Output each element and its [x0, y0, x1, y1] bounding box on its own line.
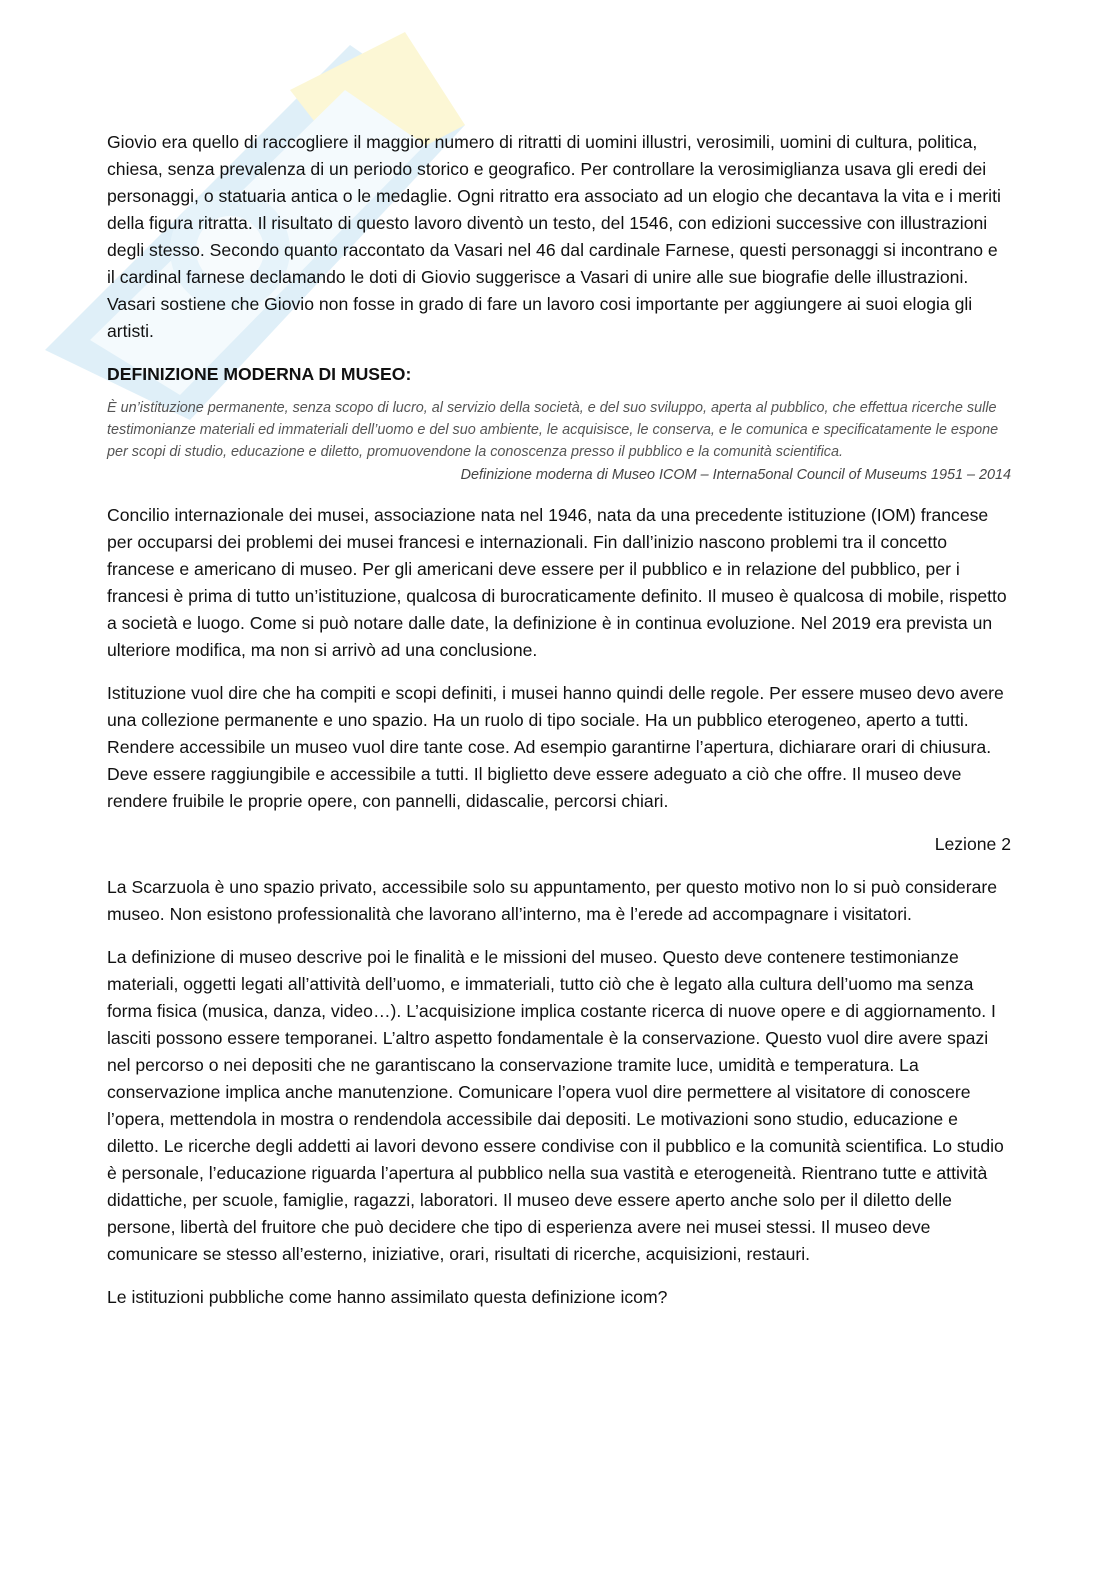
paragraph-istituzione: Istituzione vuol dire che ha compiti e scopi definiti, i musei hanno quindi delle regole. Per essere museo devo avere una collezione permanente e uno spazio. Ha un ruolo di tipo sociale. Ha un pubblico eterogeneo, aperto a tutti. Rendere accessibile un museo vuol dire tante cose. Ad esempio garantirne l’apertura, dichiarare orari di chiusura. Deve essere raggiungibile e accessibile a tutti. Il biglietto deve essere adeguato a ciò che offre. Il museo deve rendere fruibile le proprie opere, con pannelli, didascalie, percorsi chiari.: [107, 683, 1004, 811]
paragraph-definizione: La definizione di museo descrive poi le finalità e le missioni del museo. Questo deve contenere testimonianze materiali, oggetti legati all’attività dell’uomo, e immateriali, tutto ciò che è legato alla cultura dell’uomo ma senza forma fisica (musica, danza, video…). L’acquisizione implica costante ricerca di nuove opere e di aggiornamento. I lasciti possono essere temporanei. L’altro aspetto fondamentale è la conservazione. Questo vuol dire avere spazi nel percorso o nei depositi che ne garantiscano la conservazione tramite luce, umidità e temperatura. La conservazione implica anche manutenzione. Comunicare l’opera vuol dire permettere al visitatore di conoscere l’opera, mettendola in mostra o rendendola accessibile dai depositi. Le motivazioni sono studio, educazione e diletto. Le ricerche degli addetti ai lavori devono essere condivise con il pubblico e la comunità scientifica. Lo studio è personale, l’educazione riguarda l’apertura al pubblico nella sua vastità e eterogeneità. Rientrano tutte e attività didattiche, per scuole, famiglie, ragazzi, laboratori. Il museo deve essere aperto anche solo per il diletto delle persone, libertà del fruitore che può decidere che tipo di esperienza avere nei musei stessi. Il museo deve comunicare se stesso all’esterno, iniziative, orari, risultati di ricerche, acquisizioni, restauri.: [107, 947, 1004, 1264]
icom-definition-quote: È un’istituzione permanente, senza scopo di lucro, al servizio della società, e del suo sviluppo, aperta al pubblico, che effettua ricerche sulle testimonianze materiali ed immateriali dell’uomo e del suo ambiente, le acquisisce, le conserva, e le comunica e specificatamente le espone per scopi di studio, educazione e diletto, promuovendone la conoscenza presso il pubblico e la comunità scientifica.: [107, 400, 999, 460]
lesson-label: Lezione 2: [934, 834, 1011, 854]
document-body: [107, 129, 1011, 1311]
paragraph-concilio: Concilio internazionale dei musei, associazione nata nel 1946, nata da una precedente istituzione (IOM) francese per occuparsi dei problemi dei musei francesi e internazionali. Fin dall’inizio nascono problemi tra il concetto francese e americano di museo. Per gli americani deve essere per il pubblico e in relazione del pubblico, per i francesi è prima di tutto un’istituzione, qualcosa di burocraticamente definito. Il museo è qualcosa di mobile, rispetto a società e luogo. Come si può notare dalle date, la definizione è in continua evoluzione. Nel 2019 era prevista un ulteriore modifica, ma non si arrivò ad una conclusione.: [107, 505, 1007, 660]
paragraph-scarzuola: La Scarzuola è uno spazio privato, accessibile solo su appuntamento, per questo motivo non lo si può considerare museo. Non esistono professionalità che lavorano all’interno, ma è l’erede ad accompagnare i visitatori.: [107, 877, 997, 924]
paragraph-istituzioni-pubbliche: Le istituzioni pubbliche come hanno assimilato questa definizione icom?: [107, 1287, 668, 1307]
paragraph-giovio: Giovio era quello di raccogliere il maggior numero di ritratti di uomini illustri, verosimili, uomini di cultura, politica, chiesa, senza prevalenza di un periodo storico e geografico. Per controllare la verosimiglianza usava gli eredi dei personaggi, o statuaria antica o le medaglie. Ogni ritratto era associato ad un elogio che decantava la vita e i meriti della figura ritratta. Il risultato di questo lavoro diventò un testo, del 1546, con edizioni successive con illustrazioni degli stesso. Secondo quanto raccontato da Vasari nel 46 dal cardinale Farnese, questi personaggi si incontrano e il cardinal farnese declamando le doti di Giovio suggerisce a Vasari di unire alle sue biografie delle illustrazioni. Vasari sostiene che Giovio non fosse in grado di fare un lavoro cosi importante per aggiungere ai suoi elogia gli artisti.: [107, 132, 1001, 341]
section-heading-museo: DEFINIZIONE MODERNA DI MUSEO:: [107, 364, 412, 384]
quote-source: Definizione moderna di Museo ICOM – Interna5onal Council of Museums 1951 – 2014: [460, 467, 1011, 483]
